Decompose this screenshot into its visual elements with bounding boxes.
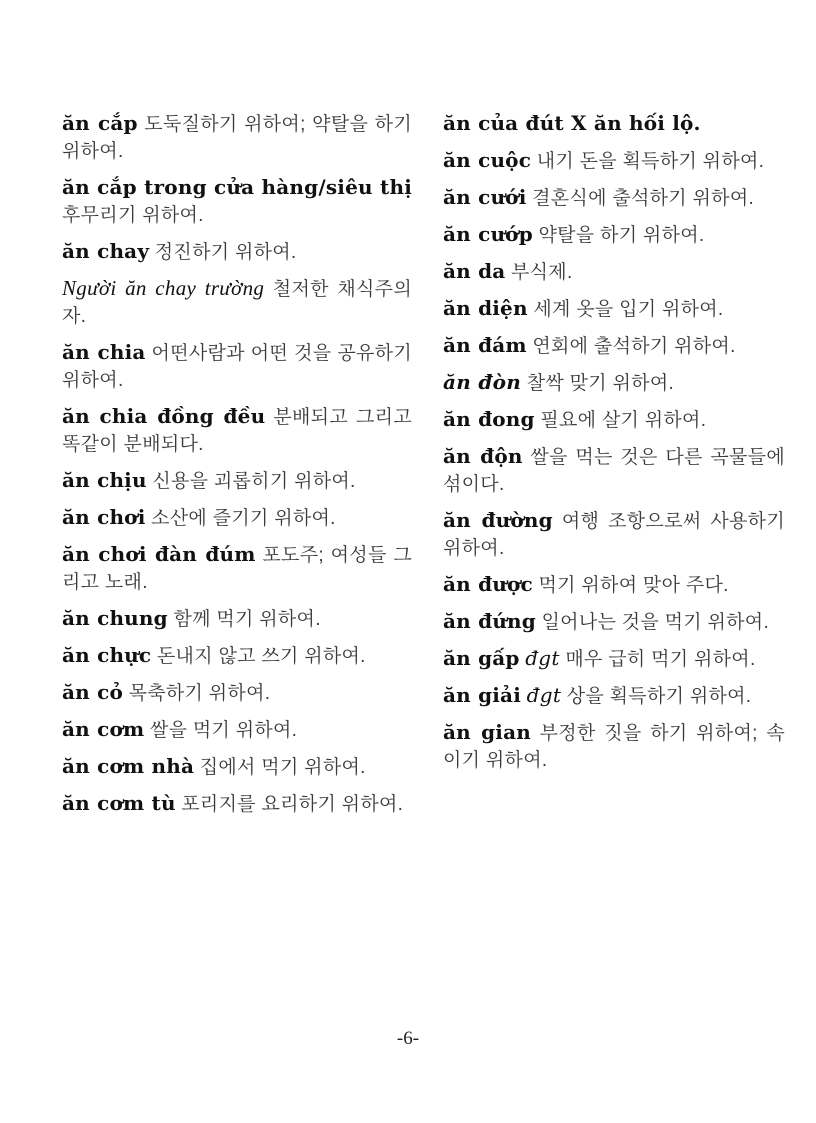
- headword: ăn cuộc: [443, 148, 532, 172]
- definition: 여행 조항으로써 사용하기 위하여.: [443, 511, 785, 559]
- definition: 일어나는 것을 먹기 위하여.: [541, 612, 770, 633]
- headword: ăn cắp trong cửa hàng/siêu thị: [62, 175, 412, 199]
- headword: ăn chia đồng đều: [62, 404, 266, 428]
- headword: ăn chơi: [62, 505, 146, 529]
- headword: ăn chơi đàn đúm: [62, 542, 256, 566]
- entry: [443, 110, 785, 138]
- headword: ăn đứng: [443, 609, 536, 633]
- headword: ăn gấp: [443, 646, 520, 670]
- definition: 먹기 위하여 맞아 주다.: [538, 575, 729, 596]
- headword: ăn cưới: [443, 185, 527, 209]
- definition: 포도주; 여성들 그리고 노래.: [62, 545, 412, 593]
- example-phrase: Người ăn chay trường: [62, 276, 265, 300]
- entry: [62, 467, 412, 495]
- headword: ăn cắp: [62, 111, 138, 135]
- headword: ăn cơm tù: [62, 791, 176, 815]
- definition: 후무리기 위하여.: [62, 205, 204, 226]
- example-entry: [62, 275, 412, 330]
- headword: ăn chực: [62, 643, 152, 667]
- left-column: [62, 110, 412, 827]
- entry: [62, 339, 412, 394]
- entry: [443, 258, 785, 286]
- entry: [62, 238, 412, 266]
- entry: [443, 682, 785, 710]
- entry: [443, 369, 785, 397]
- entry: [62, 110, 412, 165]
- definition: 세계 옷을 입기 위하여.: [533, 299, 724, 320]
- page-number: -6-: [396, 1028, 420, 1049]
- headword: ăn cơm: [62, 717, 145, 741]
- headword: ăn cơm nhà: [62, 754, 195, 778]
- definition: 도둑질하기 위하여; 약탈을 하기 위하여.: [62, 114, 412, 162]
- headword: ăn độn: [443, 444, 523, 468]
- definition: 쌀을 먹는 것은 다른 곡물들에 섞이다.: [443, 447, 785, 495]
- entry: [443, 332, 785, 360]
- headword: ăn của đút X ăn hối lộ.: [443, 111, 701, 135]
- definition: 부정한 짓을 하기 위하여; 속이기 위하여.: [443, 723, 785, 771]
- definition: 부식제.: [511, 262, 573, 283]
- entry: [62, 679, 412, 707]
- definition: 필요에 살기 위하여.: [540, 410, 707, 431]
- definition: 결혼식에 출석하기 위하여.: [532, 188, 755, 209]
- headword: ăn da: [443, 259, 506, 283]
- definition: 정진하기 위하여.: [154, 242, 297, 263]
- headword: ăn chia: [62, 340, 146, 364]
- entry: [443, 507, 785, 562]
- entry: [443, 571, 785, 599]
- definition: 소산에 즐기기 위하여.: [151, 508, 336, 529]
- headword: ăn chịu: [62, 468, 147, 492]
- headword: ăn giải: [443, 683, 522, 707]
- definition: 쌀을 먹기 위하여.: [149, 720, 298, 741]
- part-of-speech: đgt: [526, 683, 562, 707]
- definition: 어떤사람과 어떤 것을 공유하기 위하여.: [62, 343, 412, 391]
- definition: 함께 먹기 위하여.: [173, 609, 321, 630]
- headword: ăn đòn: [443, 370, 522, 394]
- entry: [443, 443, 785, 498]
- definition: 찰싹 맞기 위하여.: [526, 373, 675, 394]
- entry: [62, 605, 412, 633]
- headword: ăn gian: [443, 720, 532, 744]
- entry: [62, 716, 412, 744]
- entry: [443, 719, 785, 774]
- right-column: [443, 110, 785, 783]
- definition: 연회에 출석하기 위하여.: [532, 336, 736, 357]
- definition: 집에서 먹기 위하여.: [199, 757, 366, 778]
- headword: ăn đám: [443, 333, 527, 357]
- entry: [62, 753, 412, 781]
- entry: [62, 541, 412, 596]
- entry: [443, 221, 785, 249]
- definition: 분배되고 그리고 똑같이 분배되다.: [62, 407, 412, 455]
- headword: ăn diện: [443, 296, 528, 320]
- entry: [443, 295, 785, 323]
- headword: ăn cỏ: [62, 680, 123, 704]
- definition: 매우 급히 먹기 위하여.: [565, 649, 756, 670]
- entry: [443, 147, 785, 175]
- entry: [443, 406, 785, 434]
- headword: ăn đường: [443, 508, 553, 532]
- definition: 약탈을 하기 위하여.: [538, 225, 705, 246]
- entry: [443, 184, 785, 212]
- headword: ăn đong: [443, 407, 535, 431]
- definition: 돈내지 않고 쓰기 위하여.: [156, 646, 366, 667]
- entry: [62, 790, 412, 818]
- headword: ăn chung: [62, 606, 168, 630]
- entry: [62, 403, 412, 458]
- part-of-speech: đgt: [525, 646, 560, 670]
- headword: ăn được: [443, 572, 533, 596]
- entry: [62, 174, 412, 229]
- definition: 내기 돈을 획득하기 위하여.: [536, 151, 765, 172]
- entry: [62, 504, 412, 532]
- headword: ăn cướp: [443, 222, 533, 246]
- definition: 상을 획득하기 위하여.: [566, 686, 752, 707]
- entry: [443, 608, 785, 636]
- entry: [443, 645, 785, 673]
- definition: 포리지를 요리하기 위하여.: [181, 794, 404, 815]
- definition: 목축하기 위하여.: [128, 683, 271, 704]
- definition: 신용을 괴롭히기 위하여.: [152, 471, 356, 492]
- definition: 철저한 채식주의자.: [62, 279, 412, 327]
- headword: ăn chay: [62, 239, 150, 263]
- entry: [62, 642, 412, 670]
